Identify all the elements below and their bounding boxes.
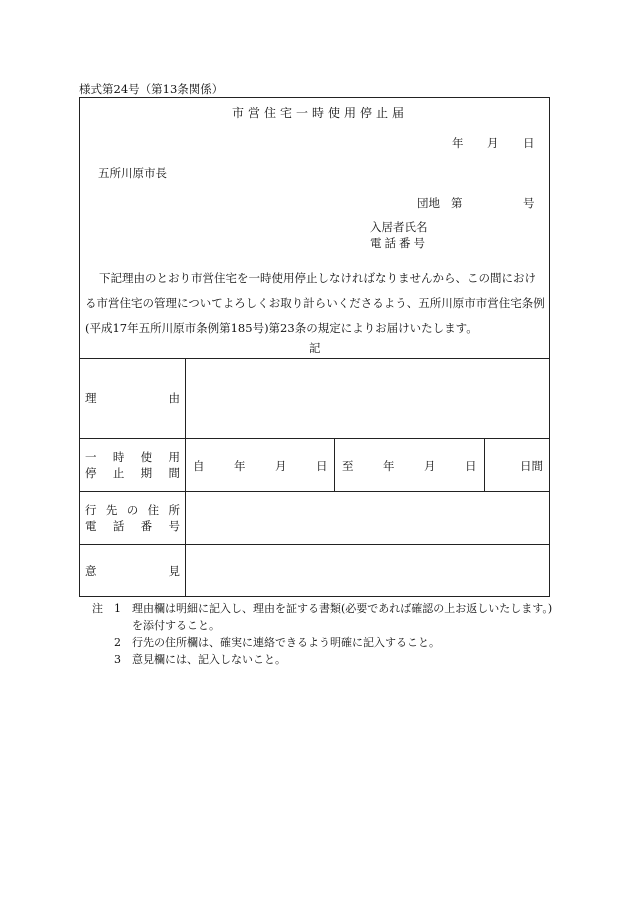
period-label [85,438,180,491]
ki-label: 記 [309,341,321,355]
destination-char: 所 [168,502,180,517]
resident-name-label: 入居者氏名 [370,220,428,234]
period-char: 期 [140,465,153,480]
destination-char: 電 [85,518,97,533]
destination-char: 番 [140,518,153,533]
form-title: 市営住宅一時使用停止届 [232,106,409,120]
destination-char: 先 [105,502,118,517]
danchi-label: 団地 [417,196,440,210]
period-from-label: 自 [193,459,205,473]
period-char: 時 [112,449,125,464]
note-item [92,651,562,668]
opinion-char: 意 [85,563,97,578]
destination-char: 話 [112,518,125,533]
reason-label [85,358,180,438]
note-text: 理由欄は明細に記入し、理由を証する書類(必要であれば確認の上お返しいたします。)を添付すること。 [132,602,553,632]
note-number: 3 [114,653,121,666]
period-char: 間 [168,465,180,480]
period-to-month: 月 [424,459,436,473]
table-column-divider [185,358,186,597]
form-id: 様式第24号（第13条関係） [79,82,224,96]
opinion-char: 見 [168,563,180,578]
note-number: 1 [114,602,121,615]
period-char: 使 [140,449,153,464]
period-from-year: 年 [234,459,246,473]
addressee: 五所川原市長 [98,166,167,180]
reason-char: 理 [85,391,97,405]
dai-label: 第 [451,196,463,210]
note-item [92,600,562,634]
period-to-label: 至 [342,459,354,473]
period-to-day: 日 [465,459,477,473]
period-days-label: 日間 [520,459,543,473]
note-text: 行先の住所欄は、確実に連絡できるよう明確に記入すること。 [132,636,440,649]
body-paragraph: 下記理由のとおり市営住宅を一時使用停止しなければなりませんから、この間における市営住宅の管理についてよろしくお取り計らいくださるよう、五所川原市市営住宅条例(平成17年五所川原市条例第185号)第23条の規定によりお届けいたします。 [85,271,545,335]
date-day-label: 日 [523,136,535,150]
destination-char: 号 [168,518,180,533]
period-divider [334,438,335,491]
period-from-month: 月 [275,459,287,473]
period-from-day: 日 [316,459,328,473]
period-to-year: 年 [383,459,395,473]
destination-char: 住 [147,502,160,517]
note-text: 意見欄には、記入しないこと。 [132,653,286,666]
date-month-label: 月 [487,136,499,150]
note-item [92,634,562,651]
phone-label: 電話番号 [370,236,428,250]
period-char: 止 [112,465,125,480]
reason-char: 由 [168,391,180,405]
note-number: 2 [114,636,121,649]
destination-char: 行 [85,502,97,517]
destination-label [85,491,180,544]
destination-char: の [126,502,139,517]
notes [92,600,562,668]
period-char: 用 [168,449,180,464]
period-divider [484,438,485,491]
notes-prefix: 注 [92,602,103,615]
opinion-label [85,544,180,597]
date-year-label: 年 [452,136,464,150]
go-label: 号 [523,196,535,210]
period-char: 停 [85,465,97,480]
body-text [85,266,547,341]
period-char: 一 [85,449,97,464]
